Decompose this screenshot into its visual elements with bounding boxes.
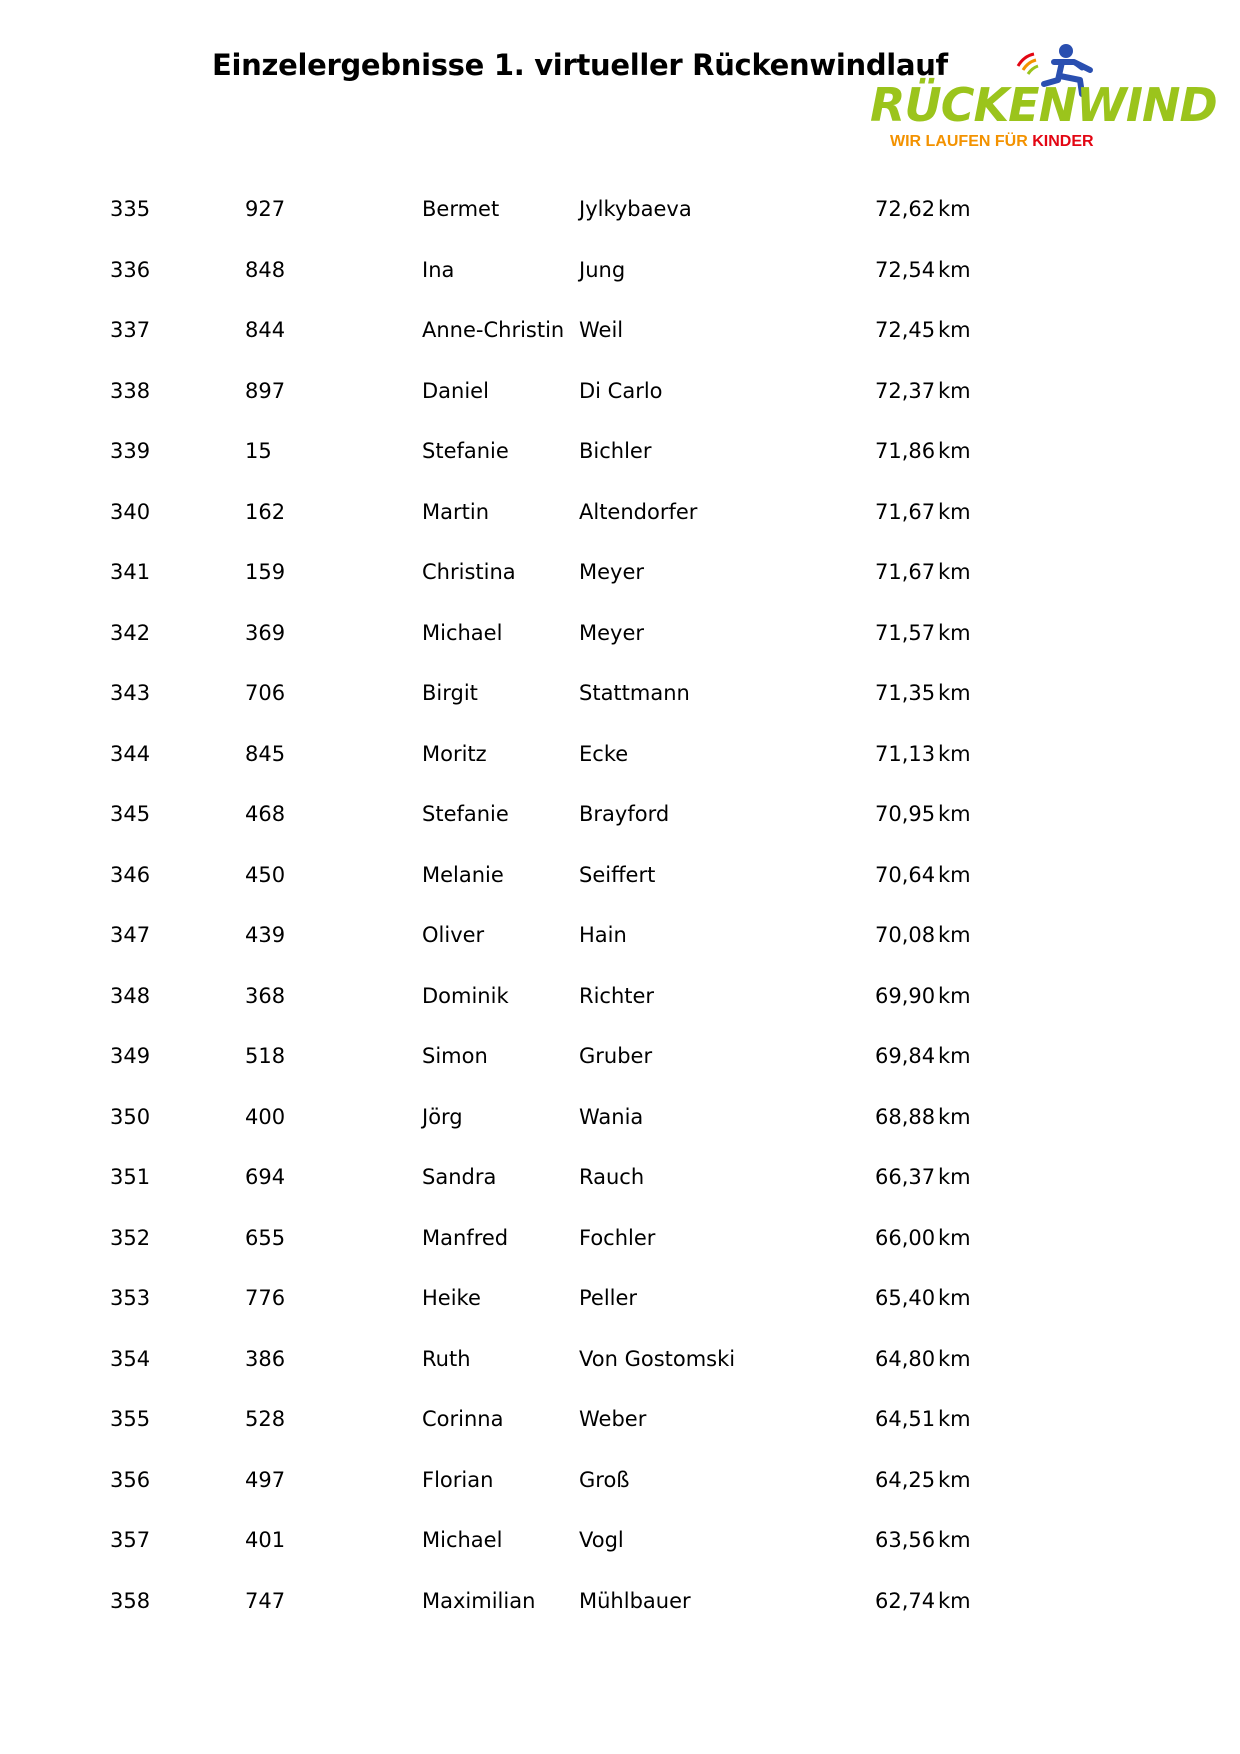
logo-tagline-part2: KINDER — [1032, 133, 1094, 150]
result-rank: 341 — [110, 560, 151, 584]
result-last-name: Jung — [579, 257, 626, 282]
logo-wordmark: RÜCKENWIND — [870, 78, 1217, 132]
result-last-name: Groß — [579, 1467, 630, 1492]
result-bib: 655 — [245, 1225, 286, 1250]
result-rank: 353 — [110, 1286, 151, 1310]
result-rank: 343 — [110, 681, 151, 705]
table-row — [0, 1333, 1240, 1394]
result-bib: 747 — [245, 1588, 286, 1613]
table-row — [0, 1575, 1240, 1636]
result-bib: 528 — [245, 1407, 286, 1431]
table-row — [0, 667, 1240, 728]
result-distance: 70,08 — [875, 923, 936, 947]
result-bib: 518 — [245, 1044, 286, 1068]
result-last-name: Von Gostomski — [579, 1346, 736, 1371]
result-bib: 927 — [245, 197, 286, 221]
result-rank: 351 — [110, 1165, 151, 1189]
result-first-name: Daniel — [422, 378, 489, 403]
result-rank: 355 — [110, 1407, 151, 1431]
result-last-name: Weber — [579, 1407, 647, 1431]
result-first-name: Christina — [422, 560, 516, 584]
result-rank: 349 — [110, 1044, 151, 1068]
result-first-name: Ruth — [422, 1346, 471, 1371]
table-row — [0, 788, 1240, 849]
result-last-name: Wania — [579, 1104, 644, 1129]
result-last-name: Meyer — [579, 560, 645, 584]
result-rank: 344 — [110, 741, 151, 766]
result-first-name: Simon — [422, 1044, 488, 1068]
result-first-name: Anne-Christin — [422, 318, 565, 342]
result-last-name: Rauch — [579, 1165, 645, 1189]
result-first-name: Michael — [422, 620, 503, 645]
result-distance: 72,45 — [875, 318, 936, 342]
result-bib: 497 — [245, 1467, 286, 1492]
result-first-name: Moritz — [422, 741, 487, 766]
result-first-name: Heike — [422, 1286, 481, 1310]
result-unit: km — [938, 923, 971, 947]
result-unit: km — [938, 802, 971, 826]
result-distance: 71,13 — [875, 741, 936, 766]
result-first-name: Stefanie — [422, 439, 509, 463]
rueckenwind-logo — [868, 40, 1217, 160]
result-distance: 71,67 — [875, 499, 936, 524]
result-distance: 64,51 — [875, 1407, 936, 1431]
page-title: Einzelergebnisse 1. virtueller Rückenwindlauf — [212, 48, 948, 82]
table-row — [0, 1212, 1240, 1273]
result-rank: 346 — [110, 862, 151, 887]
result-first-name: Manfred — [422, 1225, 509, 1250]
result-first-name: Oliver — [422, 923, 485, 947]
result-first-name: Corinna — [422, 1407, 504, 1431]
table-row — [0, 1091, 1240, 1152]
result-bib: 844 — [245, 318, 286, 342]
result-first-name: Stefanie — [422, 802, 509, 826]
result-first-name: Florian — [422, 1467, 494, 1492]
result-unit: km — [938, 1165, 971, 1189]
table-row — [0, 244, 1240, 305]
result-unit: km — [938, 439, 971, 463]
result-last-name: Jylkybaeva — [579, 197, 692, 221]
result-bib: 468 — [245, 802, 286, 826]
table-row — [0, 1393, 1240, 1454]
result-last-name: Brayford — [579, 802, 670, 826]
table-row — [0, 486, 1240, 547]
result-unit: km — [938, 862, 971, 887]
result-bib: 706 — [245, 681, 286, 705]
result-distance: 71,35 — [875, 681, 936, 705]
result-rank: 347 — [110, 923, 151, 947]
result-rank: 339 — [110, 439, 151, 463]
result-first-name: Birgit — [422, 681, 478, 705]
result-distance: 63,56 — [875, 1528, 936, 1552]
result-rank: 357 — [110, 1528, 151, 1552]
result-unit: km — [938, 197, 971, 221]
table-row — [0, 183, 1240, 244]
result-first-name: Maximilian — [422, 1588, 536, 1613]
result-distance: 66,00 — [875, 1225, 936, 1250]
result-unit: km — [938, 1467, 971, 1492]
result-unit: km — [938, 257, 971, 282]
result-distance: 68,88 — [875, 1104, 936, 1129]
result-first-name: Bermet — [422, 197, 500, 221]
table-row — [0, 1151, 1240, 1212]
table-row — [0, 909, 1240, 970]
result-unit: km — [938, 1104, 971, 1129]
result-distance: 69,84 — [875, 1044, 936, 1068]
result-rank: 336 — [110, 257, 151, 282]
result-unit: km — [938, 1407, 971, 1431]
result-unit: km — [938, 318, 971, 342]
table-row — [0, 304, 1240, 365]
result-bib: 439 — [245, 923, 286, 947]
result-first-name: Jörg — [422, 1104, 463, 1129]
result-unit: km — [938, 1346, 971, 1371]
result-last-name: Richter — [579, 983, 655, 1008]
table-row — [0, 1454, 1240, 1515]
result-unit: km — [938, 1588, 971, 1613]
logo-tagline-part1: WIR LAUFEN FÜR — [890, 133, 1033, 150]
result-last-name: Mühlbauer — [579, 1588, 691, 1613]
logo-tagline — [890, 133, 1094, 151]
result-rank: 338 — [110, 378, 151, 403]
result-rank: 354 — [110, 1346, 151, 1371]
result-unit: km — [938, 741, 971, 766]
result-unit: km — [938, 1286, 971, 1310]
result-first-name: Martin — [422, 499, 489, 524]
result-last-name: Seiffert — [579, 862, 656, 887]
result-bib: 450 — [245, 862, 286, 887]
result-bib: 897 — [245, 378, 286, 403]
result-unit: km — [938, 620, 971, 645]
result-last-name: Bichler — [579, 439, 652, 463]
result-distance: 70,95 — [875, 802, 936, 826]
result-distance: 72,62 — [875, 197, 936, 221]
result-first-name: Ina — [422, 257, 455, 282]
result-rank: 342 — [110, 620, 151, 645]
result-last-name: Fochler — [579, 1225, 656, 1250]
result-distance: 64,80 — [875, 1346, 936, 1371]
result-unit: km — [938, 1044, 971, 1068]
result-bib: 776 — [245, 1286, 286, 1310]
result-first-name: Michael — [422, 1528, 503, 1552]
result-last-name: Meyer — [579, 620, 645, 645]
table-row — [0, 546, 1240, 607]
result-first-name: Melanie — [422, 862, 504, 887]
result-unit: km — [938, 378, 971, 403]
result-unit: km — [938, 1528, 971, 1552]
result-last-name: Altendorfer — [579, 499, 698, 524]
result-distance: 70,64 — [875, 862, 936, 887]
result-last-name: Peller — [579, 1286, 638, 1310]
result-last-name: Gruber — [579, 1044, 653, 1068]
result-last-name: Weil — [579, 318, 624, 342]
table-row — [0, 607, 1240, 668]
result-bib: 159 — [245, 560, 286, 584]
table-row — [0, 728, 1240, 789]
result-unit: km — [938, 681, 971, 705]
result-last-name: Stattmann — [579, 681, 690, 705]
result-bib: 845 — [245, 741, 286, 766]
table-row — [0, 970, 1240, 1031]
table-row — [0, 425, 1240, 486]
result-bib: 386 — [245, 1346, 286, 1371]
result-rank: 335 — [110, 197, 151, 221]
result-distance: 64,25 — [875, 1467, 936, 1492]
result-first-name: Sandra — [422, 1165, 497, 1189]
results-table — [0, 183, 1240, 1635]
result-bib: 369 — [245, 620, 286, 645]
result-distance: 72,37 — [875, 378, 936, 403]
result-rank: 358 — [110, 1588, 151, 1613]
result-unit: km — [938, 560, 971, 584]
result-rank: 348 — [110, 983, 151, 1008]
table-row — [0, 849, 1240, 910]
result-distance: 65,40 — [875, 1286, 936, 1310]
result-unit: km — [938, 983, 971, 1008]
result-distance: 71,67 — [875, 560, 936, 584]
result-rank: 350 — [110, 1104, 151, 1129]
result-last-name: Hain — [579, 923, 627, 947]
table-row — [0, 1514, 1240, 1575]
result-bib: 15 — [245, 439, 272, 463]
result-unit: km — [938, 1225, 971, 1250]
result-bib: 400 — [245, 1104, 286, 1129]
table-row — [0, 1272, 1240, 1333]
result-unit: km — [938, 499, 971, 524]
result-rank: 352 — [110, 1225, 151, 1250]
result-distance: 72,54 — [875, 257, 936, 282]
result-last-name: Ecke — [579, 741, 629, 766]
result-bib: 848 — [245, 257, 286, 282]
result-bib: 401 — [245, 1528, 286, 1552]
result-bib: 162 — [245, 499, 286, 524]
result-rank: 340 — [110, 499, 151, 524]
result-distance: 69,90 — [875, 983, 936, 1008]
table-row — [0, 1030, 1240, 1091]
result-rank: 356 — [110, 1467, 151, 1492]
result-rank: 345 — [110, 802, 151, 826]
table-row — [0, 365, 1240, 426]
result-bib: 694 — [245, 1165, 286, 1189]
result-distance: 71,57 — [875, 620, 936, 645]
result-last-name: Di Carlo — [579, 378, 663, 403]
result-distance: 71,86 — [875, 439, 936, 463]
result-bib: 368 — [245, 983, 286, 1008]
result-last-name: Vogl — [579, 1528, 624, 1552]
result-first-name: Dominik — [422, 983, 509, 1008]
result-distance: 62,74 — [875, 1588, 936, 1613]
result-rank: 337 — [110, 318, 151, 342]
result-distance: 66,37 — [875, 1165, 936, 1189]
